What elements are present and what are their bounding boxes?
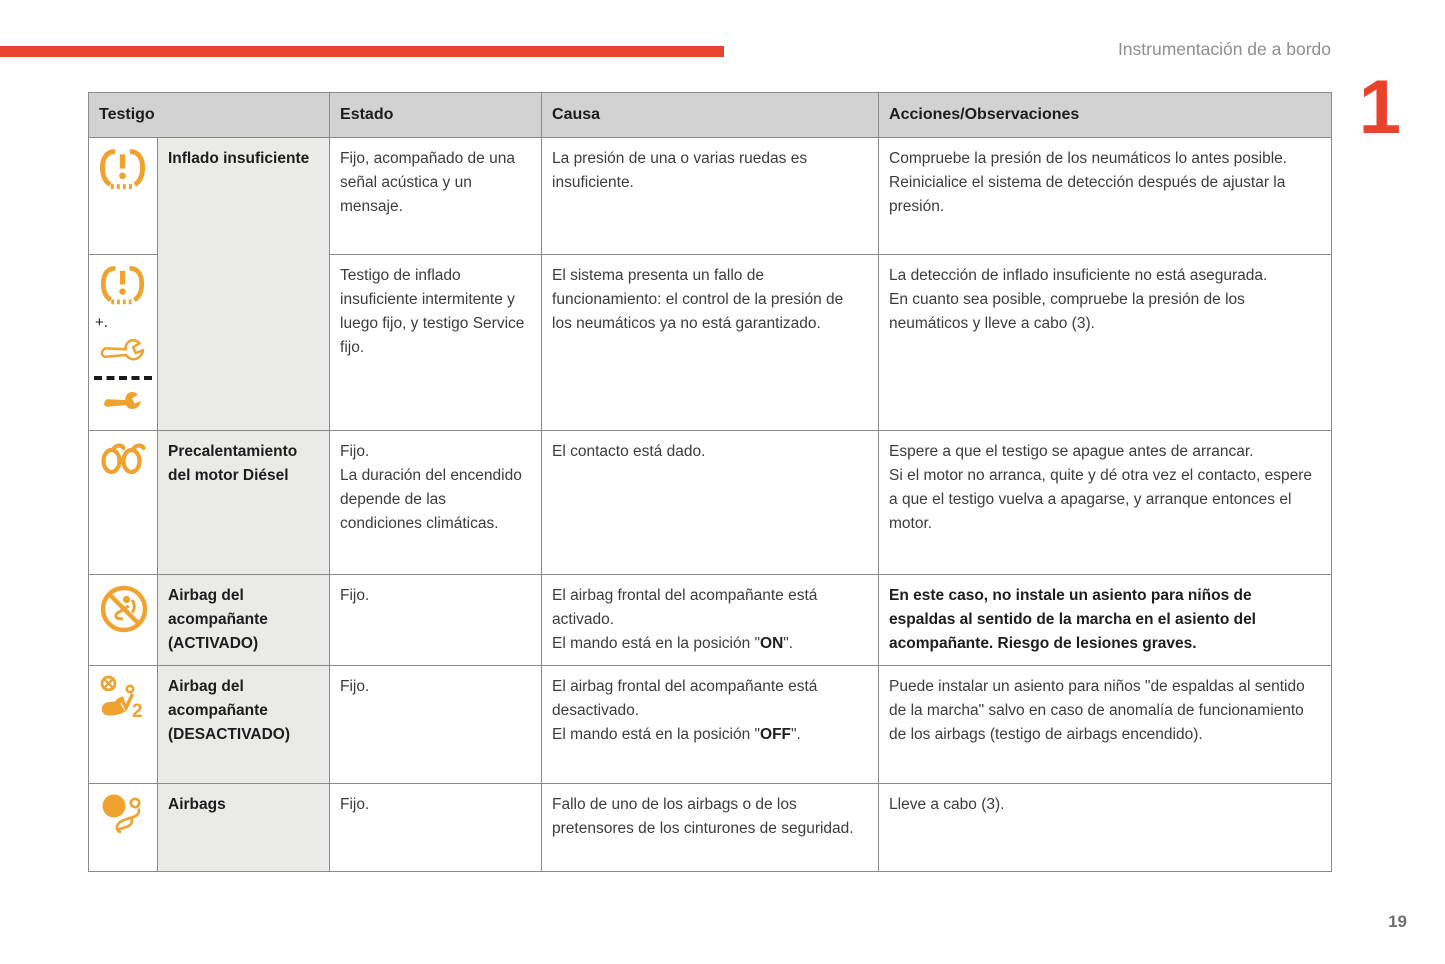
icon-cell [89, 138, 158, 255]
diesel-glow-plug-icon [100, 463, 146, 480]
causa-cell [542, 138, 879, 255]
table-row [89, 575, 1332, 666]
estado-cell [330, 431, 542, 575]
causa-text: Fallo de uno de los airbags o de los pretensores de los cinturones de seguridad. [552, 796, 854, 837]
estado-cell [330, 784, 542, 872]
causa-text: El contacto está dado. [552, 443, 706, 460]
causa-cell [542, 255, 879, 431]
text-segment: El mando está en la posición " [552, 726, 761, 743]
causa-text [552, 632, 867, 656]
column-header-causa: Causa [542, 93, 879, 138]
chapter-number: 1 [1358, 65, 1401, 150]
estado-cell [330, 666, 542, 784]
text-segment-bold: OFF [760, 726, 792, 743]
icon-cell [89, 255, 158, 431]
acciones-text: Reinicialice el sistema de detección después de ajustar la presión. [889, 174, 1286, 215]
estado-text: Fijo. [340, 587, 370, 604]
column-header-acciones: Acciones/Observaciones [879, 93, 1332, 138]
tpms-low-pressure-icon [100, 264, 145, 314]
service-wrench-filled-icon [100, 383, 146, 421]
svg-text:2: 2 [132, 701, 143, 721]
acciones-text: Espere a que el testigo se apague antes de arrancar. [889, 443, 1254, 460]
acciones-cell [879, 666, 1332, 784]
icon-cell [89, 431, 158, 575]
icon-cell [89, 666, 158, 784]
estado-text: Fijo. [340, 443, 370, 460]
warning-name-cell [158, 431, 330, 575]
icon-cell [89, 784, 158, 872]
dashed-divider [94, 376, 152, 380]
airbag-warning-icon [100, 826, 146, 843]
acciones-text: En cuanto sea posible, compruebe la presión de los neumáticos y lleve a cabo (3). [889, 291, 1245, 332]
acciones-cell [879, 431, 1332, 575]
service-wrench-outline-icon [100, 330, 146, 372]
causa-cell [542, 575, 879, 666]
column-header-testigo: Testigo [89, 93, 330, 138]
warning-lights-table [88, 92, 1332, 872]
estado-cell [330, 575, 542, 666]
causa-cell [542, 431, 879, 575]
table-row [89, 431, 1332, 575]
acciones-text: Lleve a cabo (3). [889, 796, 1005, 813]
acciones-text: Puede instalar un asiento para niños "de espaldas al sentido de la marcha" salvo en caso de anomalía de funcionamiento de los airbags (testigo de airbags encendido). [889, 678, 1305, 743]
page-number: 19 [1388, 912, 1407, 931]
acciones-text: En este caso, no instale un asiento para niños de espaldas al sentido de la marcha en el asiento del acompañante. Riesgo de lesiones graves. [889, 587, 1256, 652]
warning-name: Airbags [168, 796, 226, 813]
column-header-estado: Estado [330, 93, 542, 138]
acciones-cell [879, 255, 1332, 431]
estado-text: Fijo, acompañado de una señal acústica y un mensaje. [340, 150, 515, 215]
icon-stack [95, 264, 146, 421]
page-header-title: Instrumentación de a bordo [1117, 39, 1331, 59]
causa-text: El sistema presenta un fallo de funcionamiento: el control de la presión de los neumáticos ya no está garantizado. [552, 267, 844, 332]
warning-name: Airbag del acompañante (ACTIVADO) [168, 587, 268, 652]
causa-cell [542, 784, 879, 872]
estado-cell [330, 255, 542, 431]
accent-bar [0, 46, 724, 57]
acciones-text: La detección de inflado insuficiente no está asegurada. [889, 267, 1268, 284]
warning-name-cell [158, 784, 330, 872]
table-row [89, 138, 1332, 255]
tpms-low-pressure-icon [99, 178, 146, 195]
acciones-cell [879, 138, 1332, 255]
warning-name: Precalentamiento del motor Diésel [168, 443, 298, 484]
icon-cell [89, 575, 158, 666]
estado-text: Fijo. [340, 678, 370, 695]
acciones-cell [879, 784, 1332, 872]
text-segment: ". [783, 635, 794, 652]
causa-text: El airbag frontal del acompañante está desactivado. [552, 678, 818, 719]
warning-name-cell [158, 138, 330, 431]
acciones-cell [879, 575, 1332, 666]
causa-text [552, 723, 867, 747]
warning-name-cell [158, 575, 330, 666]
text-segment: El mando está en la posición " [552, 635, 761, 652]
child-seat-prohibition-icon [99, 621, 149, 638]
estado-text: Fijo. [340, 796, 370, 813]
estado-text: Testigo de inflado insuficiente intermitente y luego fijo, y testigo Service fijo. [340, 267, 525, 356]
estado-text: La duración del encendido depende de las condiciones climáticas. [340, 467, 522, 532]
acciones-text: Si el motor no arranca, quite y dé otra vez el contacto, espere a que el testigo vuelva a apagarse, y arranque entonces el motor. [889, 467, 1313, 532]
warning-name-cell [158, 666, 330, 784]
causa-text: La presión de una o varias ruedas es insuficiente. [552, 150, 808, 191]
table-row [89, 784, 1332, 872]
estado-cell [330, 138, 542, 255]
acciones-text: Compruebe la presión de los neumáticos lo antes posible. [889, 150, 1288, 167]
text-segment-bold: ON [760, 635, 784, 652]
table-header-row [89, 93, 1332, 138]
causa-text: El airbag frontal del acompañante está activado. [552, 587, 818, 628]
passenger-airbag-deactivated-icon [99, 701, 147, 725]
text-segment: ". [791, 726, 801, 743]
causa-cell [542, 666, 879, 784]
warning-name: Airbag del acompañante (DESACTIVADO) [168, 678, 290, 743]
plus-label: +. [95, 314, 108, 331]
table-row [89, 666, 1332, 784]
warning-name: Inflado insuficiente [168, 150, 310, 167]
